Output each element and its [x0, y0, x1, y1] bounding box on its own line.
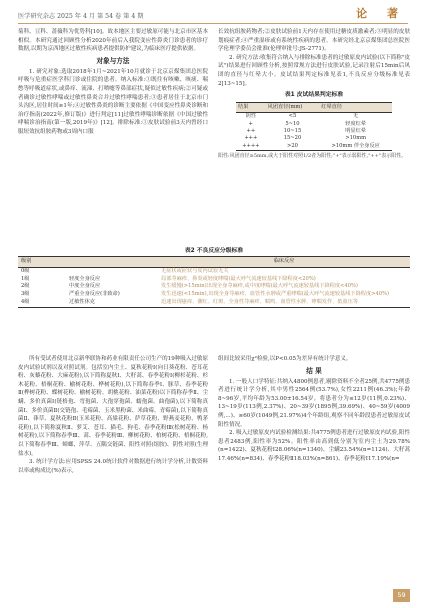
table-row: [18, 267, 410, 275]
table1-header: 红晕直径: [319, 102, 392, 112]
paragraph: 长效抗组胺药物者;②皮肤试验前1天内存在使用过糖皮质激素者;③明显的皮肤划痕症者;④严重湿疹或有系统性疾病的患者。本研究经北京京煤集团总医院医学伦理学委员会批准(伦理审批号:JS-2771)。: [218, 29, 410, 53]
table-cell: 严重全身反应(非致命): [69, 291, 120, 298]
table-cell: ++: [246, 127, 256, 134]
table-cell: 发生缓慢(>15min)出现全身荨麻疹,或中度哮喘(最大呼气流速较基线下降程度<40%): [161, 283, 358, 290]
table2-title: 表2 不良反应分级标准: [184, 248, 244, 254]
paragraph: 组间比较采用χ²检验,以P<0.05为差异有统计学意义。: [218, 356, 352, 362]
table-cell: 无症状或症状与皮内试验无关: [161, 267, 229, 274]
table-row: [236, 143, 392, 151]
table1-header: 结果: [236, 102, 266, 112]
table-cell: 2级: [21, 283, 30, 290]
journal-line: 医学研究杂志 2025 年 4 月 第 54 卷 第 4 期: [18, 13, 144, 20]
table-row: [236, 113, 392, 121]
table-cell: 0级: [21, 267, 30, 274]
table-cell: +++: [244, 135, 258, 142]
table-cell: 局部荨麻疹、鼻炎或轻度哮喘(最大呼气流速较基线下降程度<20%): [161, 275, 316, 282]
table-cell: 15~20: [283, 135, 302, 142]
table-row: [236, 135, 392, 142]
paragraph: 1. 一般人口学特征:共纳入4800例患者,剔除资料不全者25例,共4775例患者进行统计学分析,其中男性2564例(53.7%),女性2211例(46.3%);年龄8~96岁,平均年龄为53.00±16.54岁。将患者分为≤12岁(11例,0.23%)、13~19岁(113例,2.37%)、20~39岁(1895例,39.69%)、40~59岁(4009例,...)、≥60岁(1049例,21.97%)4个年龄组,观察不同年龄段患者过敏原皮试阳性情况。: [218, 378, 410, 428]
table-cell: 过敏性休克: [66, 299, 158, 307]
table-row: [18, 291, 410, 299]
table-cell: ++++: [236, 143, 266, 151]
table-row: [18, 299, 410, 307]
table-cell: 无: [353, 113, 359, 120]
paragraph: 2. 吸入过敏原皮内试验检测结果:共4775例患者进行过敏原皮内试验,阳性患者2483例,阳性率为52%。阳性率由高到低分别为室内尘土为29.78%(n=1422)、夏秋花粉Ⅰ28.06%(n=1340)、尘螨23.54%(n=1124)、大籽蒿17.46%(n=834)、春季花粉Ⅱ18.03%(n=861)、春季花粉Ⅰ17.19%(n=: [218, 430, 410, 462]
paragraph: 3. 统计学方法:应用SPSS 24.0统计软件对数据进行统计学分析,计数资料以率或构成比(%)表示,: [18, 459, 208, 474]
table-cell: 明显红晕: [345, 127, 367, 134]
table1-note: 阳性:风团直径≥5mm,或大于阳性对照1/2者为阳性;"+"表示弱阳性,"++"表示阳性。: [218, 153, 407, 160]
table2: [18, 256, 410, 308]
table-cell: 轻度全身反应: [69, 275, 101, 282]
table-cell: 发生迅速(<15min),出现全身荨麻疹、血管性水肿或严重哮喘(最大呼气流速较基线下降程度>40%): [161, 291, 390, 298]
table1: [236, 102, 392, 151]
page-header: [18, 7, 408, 25]
bottom-right-column: [218, 355, 410, 464]
table-row: [236, 128, 392, 135]
header-rule: [18, 23, 408, 24]
table-row: [236, 121, 392, 128]
paragraph: 2. 研究方法:收集符合纳入与排除标准患者的过敏原皮内试验(以下简称"皮试")结果进行回顾性分析,按照常规方法进行皮肤试验,记录注射后15min后风团的直径与红晕大小。皮试结果判定标准见表1,不良反应分级标准见表2[13~15]。: [218, 54, 410, 87]
table-cell: 4级: [18, 299, 66, 307]
table-cell: 阴性: [245, 113, 257, 120]
table-cell: >10mm 伴全身反应: [319, 143, 392, 151]
table2-header: 级别: [18, 257, 66, 268]
table-cell: 迅速出现瘙痒、潮红、红斑、全身性荨麻疹、喘鸣、血管性水肿、哮喘发作、低血压等: [158, 299, 410, 307]
top-right-column: [218, 28, 410, 160]
table1-header: 风团直径(mm): [266, 102, 320, 112]
table-cell: <5: [288, 113, 297, 120]
table1-title: 表1 皮试结果判定标准: [284, 92, 344, 99]
paragraph: 所有受试者使用北京新华联协和药业有限责任公司生产的19种吸入过敏原皮内试验试剂以及对照试剂。包括室内尘土、夏秋花粉Ⅰ(向日葵花粉、苍耳花粉、灰藜花粉、大麻花粉),以下简称夏秋Ⅰ、大籽蒿、春季花粉Ⅰ(柳杉花粉、杉木花粉、梧桐花粉、榆树花粉、桦树花粉),以下简称春季Ⅰ、豚草、春季花粉Ⅱ(桦树花粉、蝶树花粉、榆树花粉、胡桃花粉、油菜花粉)以下简称春季Ⅱ、尘螨、多价真菌Ⅰ(链格孢、弯孢菌、大孢穿孢菌、蠕孢菌、曲孢菌),以下简称真菌Ⅰ、多价真菌Ⅱ(交链孢、毛霉菌、玉米黑粉菌、米曲霉、青霉菌),以下简称真菌Ⅱ、葎草、夏秋花粉Ⅱ(玉米花粉、高粱花粉、萨草花粉、野燕麦花粉、鸭茅花粉),以下简称夏秋Ⅱ、萝艾、苍耳、猫毛、狗毛、春季花粉Ⅲ(松树花粉、杨树花粉),以下简称春季Ⅲ、蒿、春季花粉Ⅲ、柳树花粉、柏树花粉、梧桐花粉,以下简称春季Ⅲ、蟑螂、萍草、五隅交链菌、阳性对照(组胺)、阴性对照(生理盐水)。: [18, 356, 209, 457]
table2-container: [18, 246, 410, 308]
section-tag: 论 著: [356, 7, 406, 20]
page-number: 59: [393, 589, 410, 602]
table-cell: 轻度红晕: [345, 120, 367, 127]
table-cell: >10mm: [345, 135, 367, 142]
paragraph: 菊科、豆科、蔷薇科为优势科[10]。故本地区主要过敏原可能与北京市区基本相似。本研究通过回顾性分析2020年前后入我院变应性鼻炎门诊患者的诊疗数据,以期为京西地区过敏性疾病患者提供防护建议,为临床医疗提供依据。: [18, 29, 208, 53]
table-cell: 中度全身反应: [69, 283, 101, 290]
bottom-left-column: [18, 355, 208, 475]
section-heading-methods: 对象与方法: [96, 56, 130, 65]
table-cell: [66, 267, 158, 275]
top-left-column: [18, 28, 208, 137]
table-cell: 3级: [21, 291, 30, 298]
table-cell: 10~15: [283, 127, 302, 134]
paragraph: 1. 研究对象:选取2018年1月~2021年10月就诊于北京京煤集团总医院呼吸与危重症医学科门诊或住院的患者。纳入标准:①既往有咳嗽、咳痰、喘憋等呼吸道症状,或鼻痒、流涕、打喷嚏等鼻部症状,疑似过敏性疾病;②可疑或者确诊过敏性哮喘或过敏性鼻炎合并过敏性哮喘患者;③患者居住于北京市门头沟区,居住时间≥1年;④过敏性鼻炎的诊断主要依据《中国变应性鼻炎诊断和治疗指南(2022年,修订版)》进行判定[11]过敏性哮喘诊断依据《中国过敏性哮喘诊治指南(第一版,2019年)》[12]。排除标准:①皮肤试验前3天内曾经口服短效抗组胺药物或3周内口服: [18, 68, 208, 135]
table-cell: 5~10: [285, 120, 300, 127]
table-cell: +: [248, 120, 254, 127]
table2-header: 临床反应: [158, 257, 410, 268]
table2-header: [66, 257, 158, 268]
table-cell: >20: [266, 143, 320, 151]
table-cell: 1级: [21, 275, 30, 282]
section-heading-results: 结 果: [306, 366, 322, 375]
